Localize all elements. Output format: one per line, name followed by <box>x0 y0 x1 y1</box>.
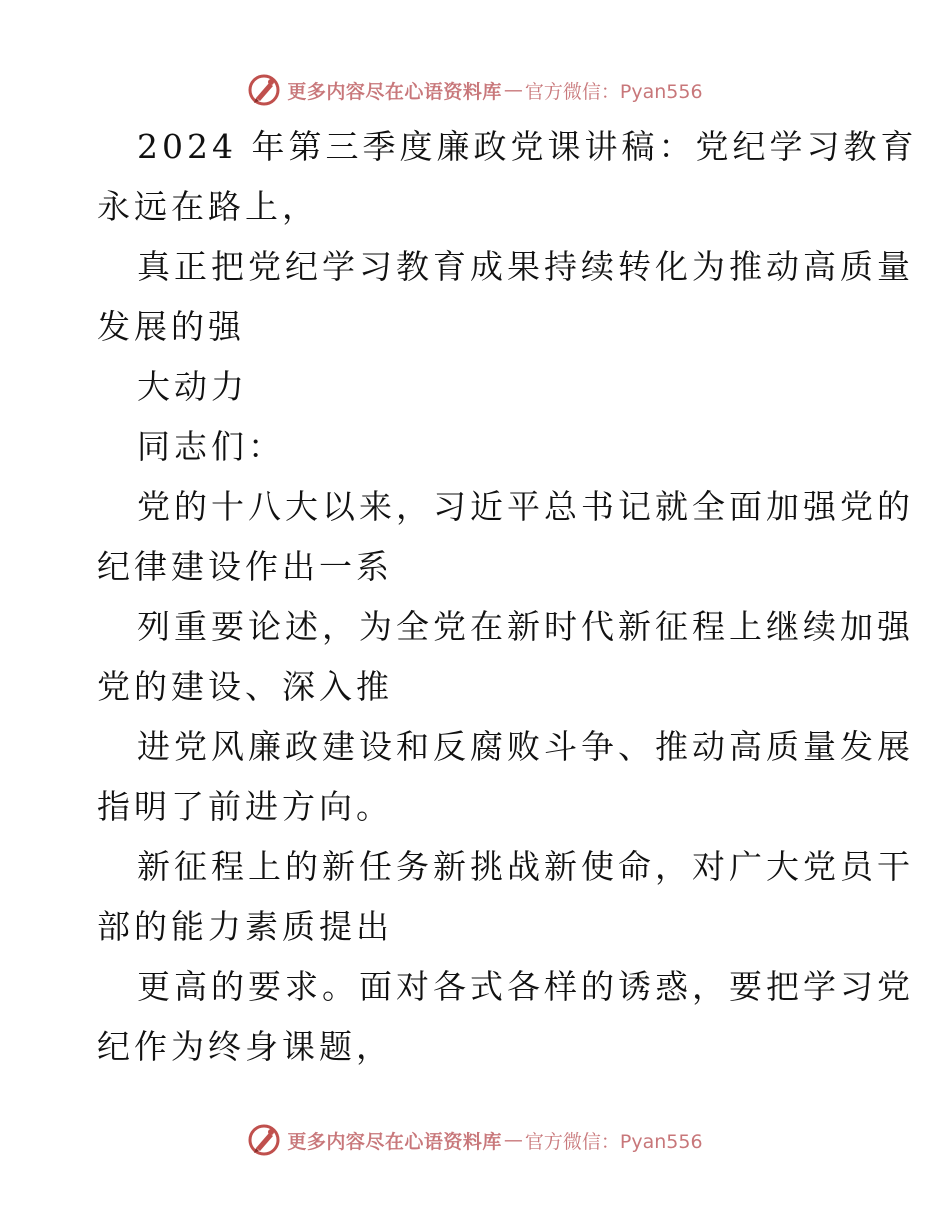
pen-logo-icon <box>247 1123 281 1157</box>
paragraph-line: 党的建设、深入推 <box>97 667 393 706</box>
header-dash: — <box>503 79 523 101</box>
paragraph-line: 党的十八大以来，习近平总书记就全面加强党的 <box>137 487 914 526</box>
header-wechat-text: 官方微信：Pyan556 <box>524 80 703 103</box>
paragraph-line: 指明了前进方向。 <box>97 787 393 826</box>
footer-wechat-text: 官方微信：Pyan556 <box>524 1130 703 1153</box>
paragraph-line: 纪作为终身课题， <box>97 1027 393 1066</box>
subtitle-line-3: 大动力 <box>137 367 248 406</box>
paragraph-line: 部的能力素质提出 <box>97 907 393 946</box>
paragraph-line: 进党风廉政建设和反腐败斗争、推动高质量发展 <box>137 727 914 766</box>
footer-brand-text: 更多内容尽在心语资料库 <box>287 1130 502 1153</box>
header-watermark <box>0 70 950 110</box>
subtitle-line-1: 真正把党纪学习教育成果持续转化为推动高质量 <box>137 247 914 286</box>
paragraph-line: 新征程上的新任务新挑战新使命，对广大党员干 <box>137 847 914 886</box>
paragraph-line: 更高的要求。面对各式各样的诱惑，要把学习党 <box>137 967 914 1006</box>
paragraph-line: 列重要论述，为全党在新时代新征程上继续加强 <box>137 607 914 646</box>
pen-logo-icon <box>247 73 281 107</box>
title-line-2: 永远在路上， <box>97 187 319 226</box>
header-brand-text: 更多内容尽在心语资料库 <box>287 80 502 103</box>
document-body <box>97 117 918 1077</box>
salutation: 同志们： <box>137 427 285 466</box>
footer-dash: — <box>503 1129 523 1151</box>
subtitle-line-2: 发展的强 <box>97 307 245 346</box>
footer-watermark <box>0 1120 950 1160</box>
title-line-1: 2024 年第三季度廉政党课讲稿：党纪学习教育 <box>137 127 918 166</box>
paragraph-line: 纪律建设作出一系 <box>97 547 393 586</box>
